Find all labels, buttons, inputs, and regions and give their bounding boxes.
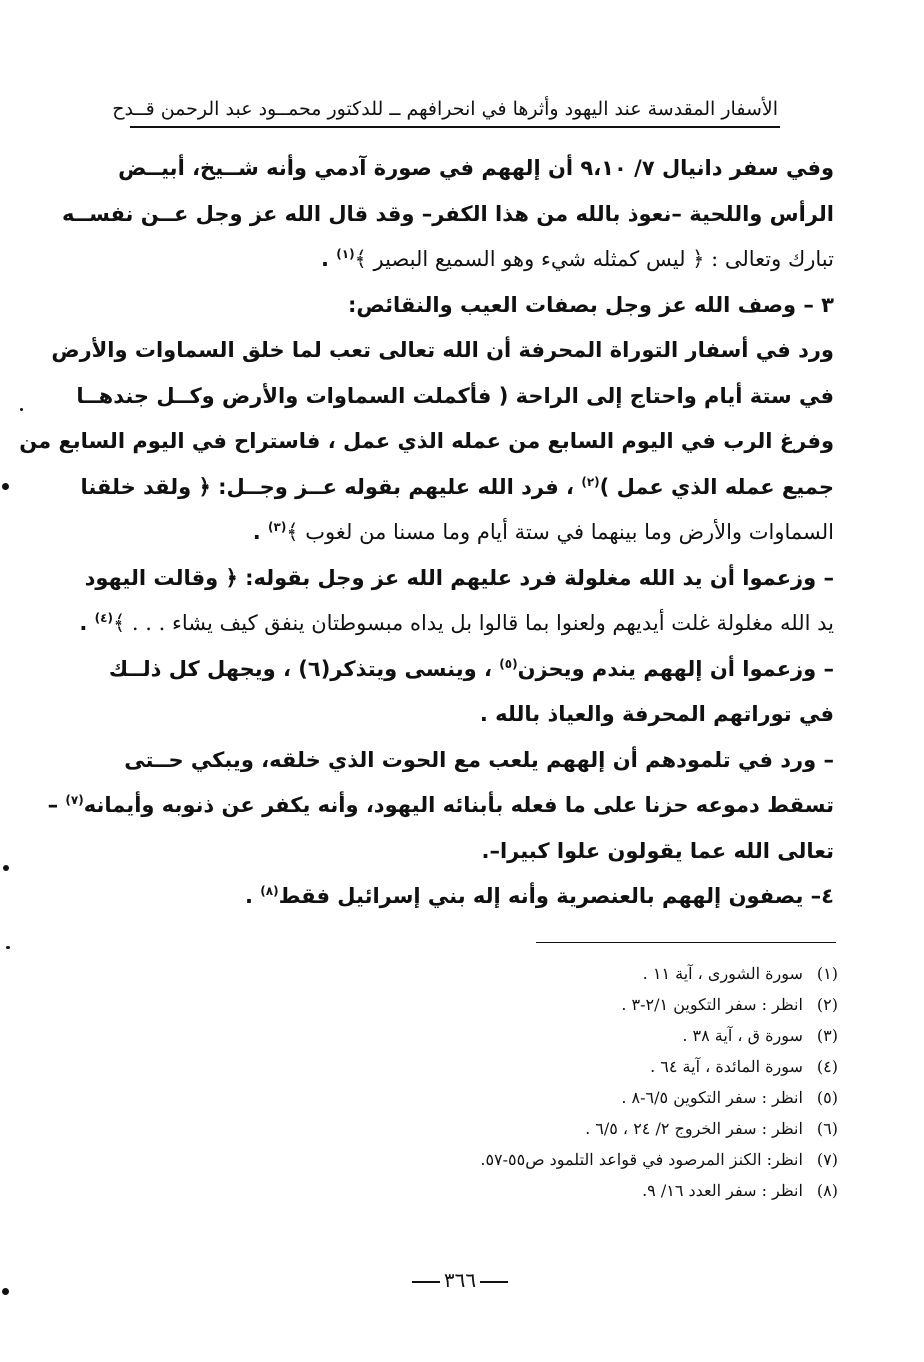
running-header: الأسفار المقدسة عند اليهود وأثرها في انحرافهم ــ للدكتور محمــود عبد الرحمن قــدح [112, 98, 778, 120]
scan-speck [2, 1288, 9, 1295]
footnote-ref: (٤) [94, 611, 113, 625]
footnote-rule [536, 942, 836, 943]
body-line: تبارك وتعالى : ﴿ ليس كمثله شيء وهو السميع البصير ﴾$^{(١)}$ . [320, 247, 834, 271]
body-line: – ورد في تلمودهم أن إلههم يلعب مع الحوت الذي خلقه، ويبكي حــتى [124, 747, 834, 772]
footnote: (٣) سورة ق ، آية ٣٨ . [682, 1026, 838, 1045]
body-line: في توراتهم المحرفة والعياذ بالله . [479, 702, 834, 726]
footnotes [278, 958, 838, 1206]
body-line: وفي سفر دانيال ٧/ ٩،١٠ أن إلههم في صورة آدمي وأنه شــيخ، أبيــض [118, 156, 834, 180]
footnote-ref: (٣) [268, 520, 287, 534]
footnote: (٤) سورة المائدة ، آية ٦٤ . [650, 1057, 838, 1076]
page-number: ٣٦٦ [380, 1268, 540, 1292]
body-line: تسقط دموعه حزنا على ما فعله بأبنائه اليهود، وأنه يكفر عن ذنوبه وأيمانه$^{(٧)}$ – [47, 793, 834, 817]
footnote-ref: (٧) [65, 793, 84, 807]
footnote-ref: (٨) [260, 884, 279, 898]
footnote-ref: (١) [336, 247, 355, 261]
body-text [19, 146, 834, 920]
footnote: (٥) انظر : سفر التكوين ٦/٥-٨ . [621, 1088, 838, 1107]
scan-speck [6, 946, 10, 949]
body-line: – وزعموا أن يد الله مغلولة فرد عليهم الله عز وجل بقوله: ﴿ وقالت اليهود [84, 565, 834, 590]
body-line: وفرغ الرب في اليوم السابع من عمله الذي عمل ، فاستراح في اليوم السابع من [19, 429, 834, 453]
body-line: جميع عمله الذي عمل )$^{(٢)}$ ، فرد الله عليهم بقوله عــز وجــل: ﴿ ولقد خلقنا [80, 474, 834, 499]
scan-speck [3, 865, 9, 871]
body-line: السماوات والأرض وما بينهما في ستة أيام وما مسنا من لغوب ﴾$^{(٣)}$ . [252, 520, 834, 544]
body-line: تعالى الله عما يقولون علوا كبيرا–. [481, 838, 834, 863]
scan-speck [20, 408, 23, 411]
scan-speck [2, 483, 9, 490]
section-heading: ٣ – وصف الله عز وجل بصفات العيب والنقائص: [348, 292, 834, 317]
footnote-ref: (٢) [581, 474, 600, 489]
footnote: (٧) انظر: الكنز المرصود في قواعد التلمود ص٥٥-٥٧. [480, 1150, 838, 1169]
body-line: يد الله مغلولة غلت أيديهم ولعنوا بما قالوا بل يداه مبسوطتان ينفق كيف يشاء . . . ﴾$^{(٤)}$ . [79, 611, 834, 635]
footnote: (١) سورة الشورى ، آية ١١ . [642, 964, 838, 983]
body-line: – وزعموا أن إلههم يندم ويحزن$^{(٥)}$ ، وينسى ويتذكر(٦) ، ويجهل كل ذلــك [108, 656, 834, 681]
footnote: (٨) انظر : سفر العدد ١٦/ ٩. [642, 1181, 838, 1200]
footnote: (٢) انظر : سفر التكوين ٢/١-٣ . [621, 995, 838, 1014]
page-number-dash [412, 1281, 440, 1283]
body-line: في ستة أيام واحتاج إلى الراحة ( فأكملت السماوات والأرض وكــل جندهــا [76, 383, 834, 408]
footnote-ref: (٥) [499, 656, 518, 671]
body-line: الرأس واللحية –نعوذ بالله من هذا الكفر– وقد قال الله عز وجل عــن نفســه [61, 201, 834, 226]
section-heading: ٤– يصفون إلههم بالعنصرية وأنه إله بني إسرائيل فقط$^{(٨)}$ . [245, 884, 834, 908]
body-line: ورد في أسفار التوراة المحرفة أن الله تعالى تعب لما خلق السماوات والأرض [51, 338, 834, 362]
page-number-dash [480, 1281, 508, 1283]
footnote: (٦) انظر : سفر الخروج ٢/ ٢٤ ، ٦/٥ . [585, 1119, 838, 1138]
header-rule [130, 126, 780, 128]
